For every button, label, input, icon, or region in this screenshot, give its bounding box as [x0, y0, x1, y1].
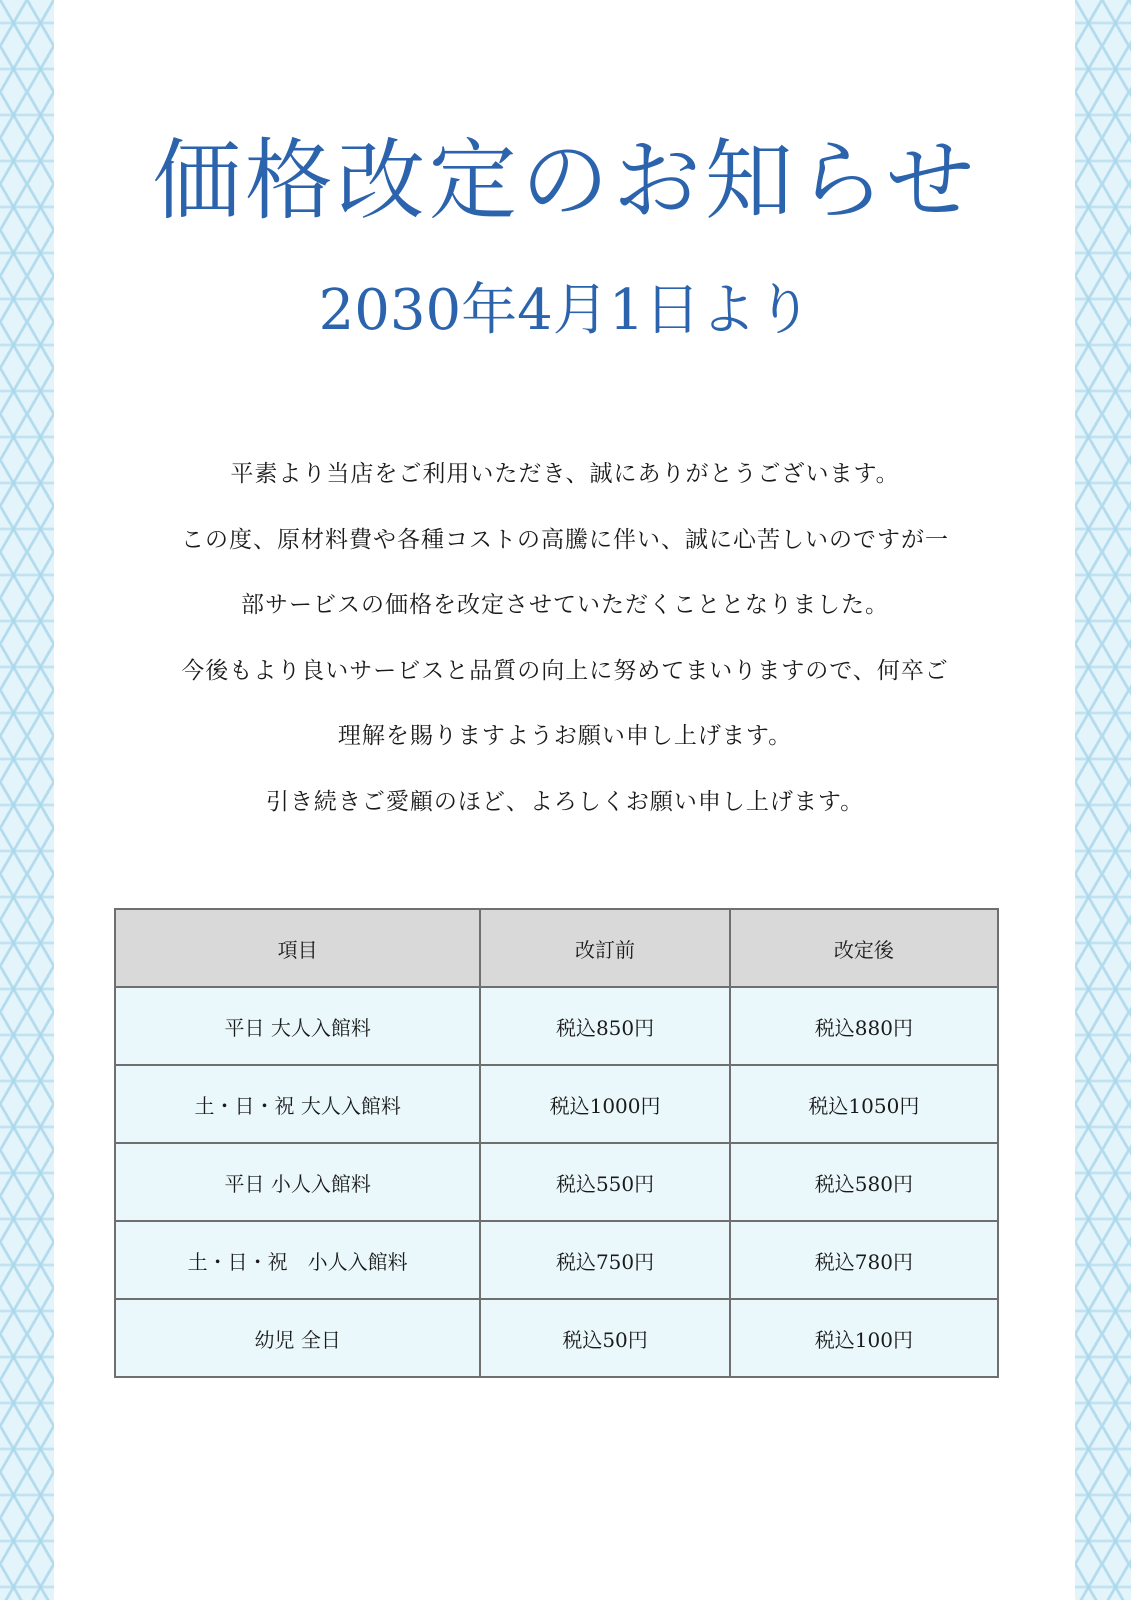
before-price-cell: 税込50円 [480, 1299, 729, 1377]
table-row [115, 987, 998, 1065]
item-cell: 幼児 全日 [115, 1299, 480, 1377]
body-line: 引き続きご愛顧のほど、よろしくお願い申し上げます。 [265, 788, 865, 815]
after-price-cell: 税込780円 [730, 1221, 998, 1299]
price-table [114, 908, 999, 1378]
table-row [115, 1299, 998, 1377]
before-price-cell: 税込550円 [480, 1143, 729, 1221]
after-price-cell: 税込100円 [730, 1299, 998, 1377]
before-price-cell: 税込750円 [480, 1221, 729, 1299]
page-title: 価格改定のお知らせ [152, 129, 979, 232]
body-line: 平素より当店をご利用いただき、誠にありがとうございます。 [230, 461, 900, 487]
table-header-row [115, 909, 998, 987]
table-row [115, 1221, 998, 1299]
body-line: この度、原材料費や各種コストの高騰に伴い、誠に心苦しいのですが一 [181, 526, 949, 553]
header-item: 項目 [115, 909, 480, 987]
after-price-cell: 税込1050円 [730, 1065, 998, 1143]
table-row [115, 1143, 998, 1221]
header-before: 改訂前 [480, 909, 729, 987]
before-price-cell: 税込1000円 [480, 1065, 729, 1143]
item-cell: 土・日・祝 大人入館料 [115, 1065, 480, 1143]
item-cell: 平日 大人入館料 [115, 987, 480, 1065]
body-line: 理解を賜りますようお願い申し上げます。 [337, 723, 793, 749]
after-price-cell: 税込580円 [730, 1143, 998, 1221]
effective-date: 2030年4月1日より [318, 278, 813, 343]
body-line: 今後もより良いサービスと品質の向上に努めてまいりますので、何卒ご [181, 657, 949, 684]
notice-body [130, 452, 1000, 845]
after-price-cell: 税込880円 [730, 987, 998, 1065]
left-border-pattern [0, 0, 54, 1600]
item-cell: 土・日・祝 小人入館料 [115, 1221, 480, 1299]
header-after: 改定後 [730, 909, 998, 987]
item-cell: 平日 小人入館料 [115, 1143, 480, 1221]
right-border-pattern [1075, 0, 1131, 1600]
before-price-cell: 税込850円 [480, 987, 729, 1065]
table-row [115, 1065, 998, 1143]
body-line: 部サービスの価格を改定させていただくこととなりました。 [241, 592, 889, 618]
